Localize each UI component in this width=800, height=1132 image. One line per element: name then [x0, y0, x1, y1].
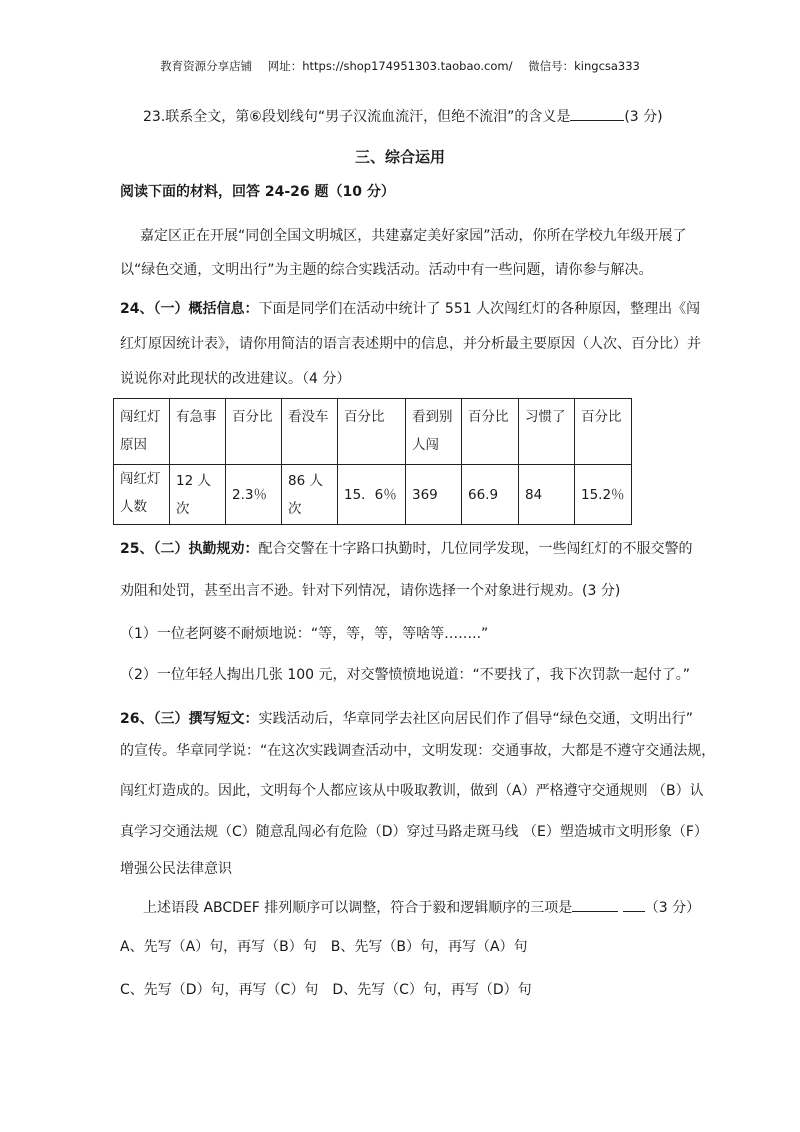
- question-23: [143, 106, 663, 127]
- table-cell: 369: [406, 465, 462, 525]
- table-cell: 2.3％: [226, 465, 282, 525]
- table-cell: 看没车: [282, 399, 338, 465]
- q26-label: 26、（三）撰写短文：: [120, 711, 259, 727]
- page-header: [0, 56, 800, 76]
- table-cell: 84: [519, 465, 575, 525]
- option-row-1: [120, 937, 528, 957]
- question-26-line5: 增强公民法律意识: [120, 861, 232, 877]
- option-a: A、先写（A）句，再写（B）句: [120, 939, 317, 955]
- question-25-line2: 劝阻和处罚，甚至出言不逊。针对下列情况，请你选择一个对象进行规劝。(3 分): [120, 583, 621, 599]
- table-cell: 15.2％: [575, 465, 632, 525]
- question-24-line2: 红灯原因统计表》，请你用简洁的语言表述期中的信息，并分析最主要原因（人次、百分比）并: [120, 336, 701, 352]
- question-26-line2: 的宣传。华章同学说：“在这次实践调查活动中，文明发现：交通事故，大都是不遵守交通法规，: [120, 743, 716, 759]
- q24-label: 24、（一）概括信息：: [120, 301, 259, 317]
- table-cell: 闯红灯人数: [114, 465, 170, 525]
- question-24-line3: 说说你对此现状的改进建议。（4 分）: [120, 371, 351, 387]
- question-26-line1: 26、（三）撰写短文：实践活动后，华章同学去社区向居民们作了倡导“绿色交通，文明出行”: [120, 711, 693, 727]
- question-25-item2: （2）一位年轻人掏出几张 100 元，对交警愤愤地说道：“不要找了，我下次罚款一起付了。”: [120, 667, 691, 683]
- intro-paragraph-line1: 嘉定区正在开展“同创全国文明城区，共建嘉定美好家园”活动，你所在学校九年级开展了: [140, 228, 687, 244]
- q23-text: 23.联系全文，第⑥段划线句“男子汉流血流汗，但绝不流泪”的含义是: [143, 109, 571, 125]
- answer-blank: [572, 897, 618, 912]
- table-cell: 百分比: [226, 399, 282, 465]
- question-25-line1: 25、（二）执勤规劝：配合交警在十字路口执勤时，几位同学发现，一些闯红灯的不服交警的: [120, 541, 693, 557]
- option-row-2: [120, 980, 532, 1000]
- option-c: C、先写（D）句，再写（C）句: [120, 982, 319, 998]
- table-cell: 15．6％: [338, 465, 406, 525]
- option-b: B、先写（B）句，再写（A）句: [330, 939, 528, 955]
- table-cell: 习惯了: [519, 399, 575, 465]
- table-cell: 百分比: [462, 399, 519, 465]
- table-cell: 看到别人闯: [406, 399, 462, 465]
- question-26-prompt: 上述语段 ABCDEF 排列顺序可以调整，符合于毅和逻辑顺序的三项是 （3 分）: [143, 897, 700, 918]
- q23-score: (3 分): [624, 109, 663, 125]
- question-25-item1: （1）一位老阿婆不耐烦地说：“等，等，等，等啥等……..”: [120, 626, 489, 642]
- shop-name: 教育资源分享店铺: [160, 59, 253, 73]
- table-cell: 闯红灯原因: [114, 399, 170, 465]
- option-d: D、先写（C）句，再写（D）句: [332, 982, 532, 998]
- question-26-line3: 闯红灯造成的。因此，文明每个人都应该从中吸取教训，做到（A）严格遵守交通规则 （B）认: [120, 783, 704, 799]
- table-cell: 有急事: [170, 399, 226, 465]
- table-cell: 百分比: [575, 399, 632, 465]
- answer-blank: [570, 106, 624, 121]
- shop-url: 网址：https://shop174951303.taobao.com/: [267, 59, 513, 73]
- q25-label: 25、（二）执勤规劝：: [120, 541, 259, 557]
- table-cell: 百分比: [338, 399, 406, 465]
- table-cell: 86 人次: [282, 465, 338, 525]
- question-26-line4: 真学习交通法规（C）随意乱闯必有危险（D）穿过马路走斑马线 （E）塑造城市文明形象（F）: [120, 824, 708, 840]
- reading-heading: 阅读下面的材料，回答 24-26 题（10 分）: [120, 184, 395, 200]
- red-light-stats-table: [113, 398, 632, 525]
- question-24-line1: 24、（一）概括信息：下面是同学们在活动中统计了 551 人次闯红灯的各种原因，整理出《闯: [120, 301, 701, 317]
- table-row: [114, 465, 632, 525]
- answer-blank: [623, 897, 645, 912]
- section-title: 三、综合运用: [354, 148, 445, 166]
- wechat-id: 微信号：kingcsa333: [528, 59, 640, 73]
- table-cell: 12 人次: [170, 465, 226, 525]
- intro-paragraph-line2: 以“绿色交通，文明出行”为主题的综合实践活动。活动中有一些问题，请你参与解决。: [120, 262, 653, 278]
- table-cell: 66.9: [462, 465, 519, 525]
- table-row: [114, 399, 632, 465]
